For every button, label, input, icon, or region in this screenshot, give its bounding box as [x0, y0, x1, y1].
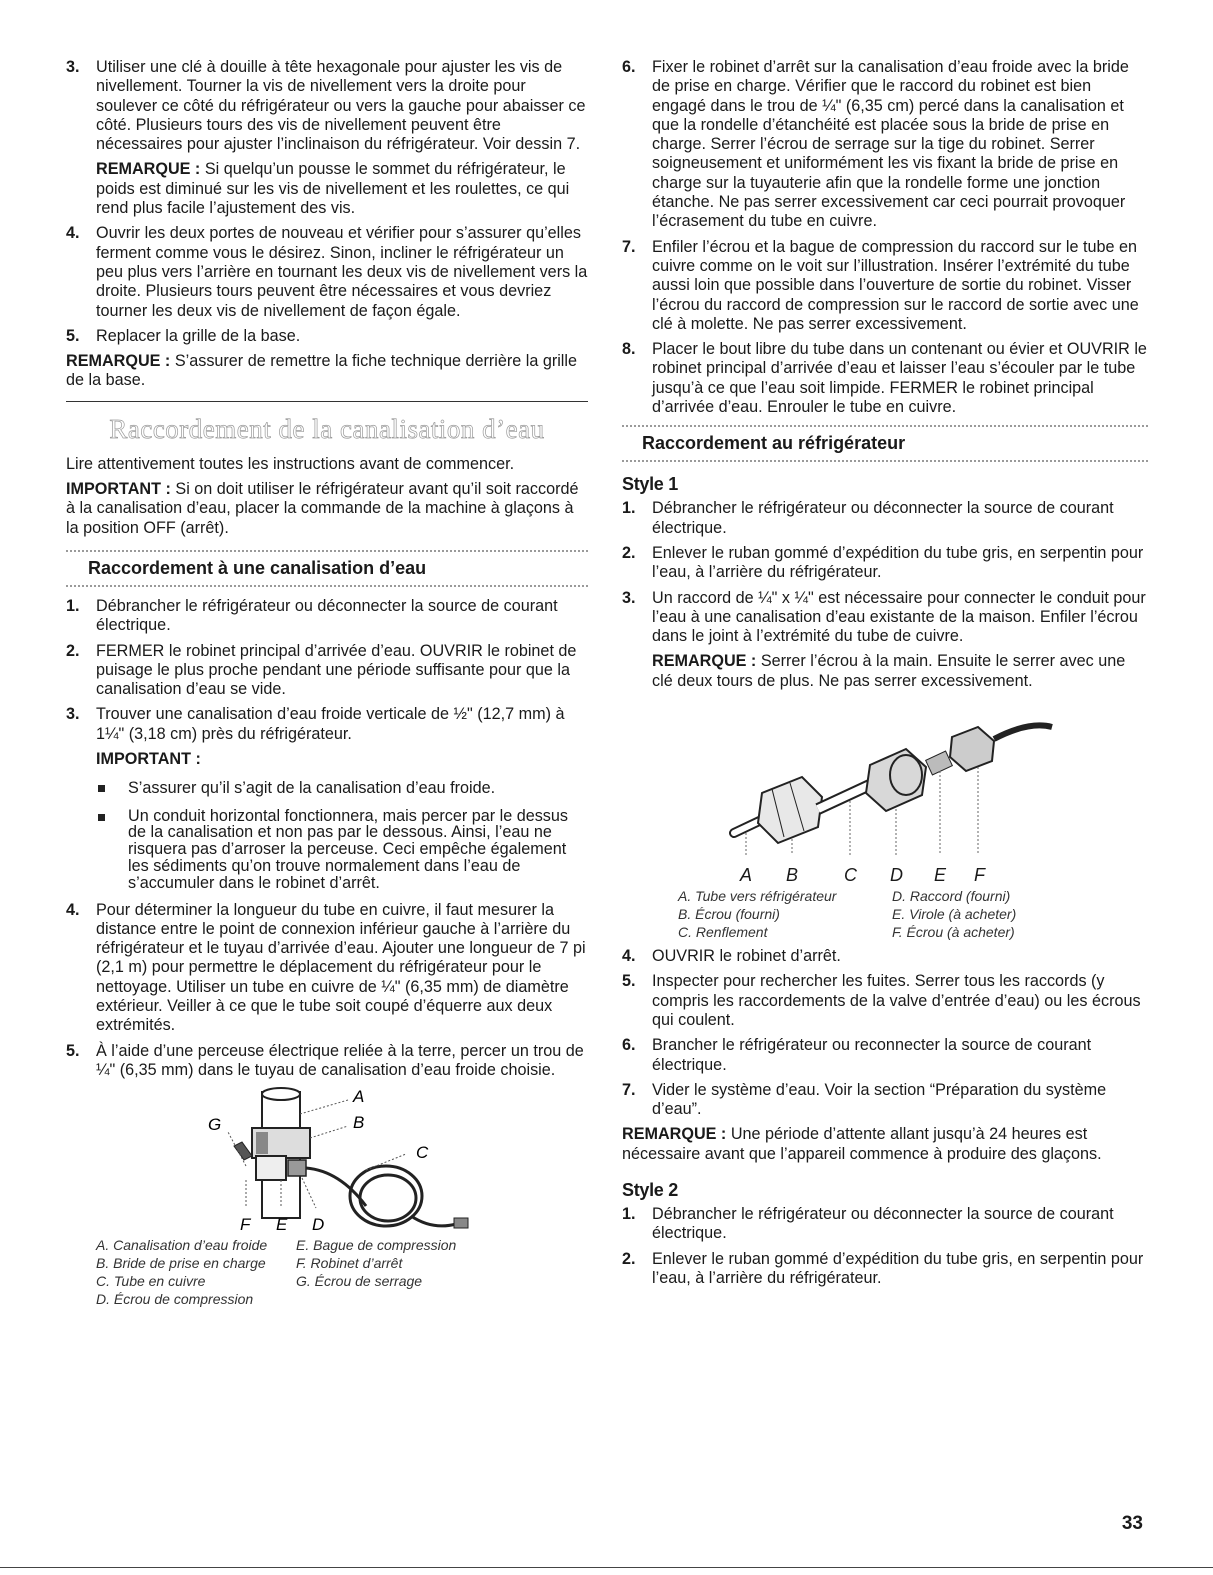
- important-text: Si on doit utiliser le réfrigérateur avant qu’il soit raccordé à la canalisation d’eau, placer la commande de la machine à glaçons à la position OFF (arrêt).: [66, 480, 579, 537]
- item-number: 1.: [622, 499, 636, 518]
- item-number: 6.: [622, 1036, 636, 1055]
- legend-item: A. Canalisation d’eau froide: [96, 1237, 268, 1254]
- item-text: Enlever le ruban gommé d’expédition du tube gris, en serpentin pour l’eau, à l’arrière du réfrigérateur.: [652, 1249, 1144, 1287]
- item-number: 4.: [622, 947, 636, 966]
- figure-label-d: D: [890, 865, 903, 886]
- list-item: [622, 972, 1148, 1030]
- item-number: 2.: [66, 641, 80, 660]
- list-item: [622, 1205, 1148, 1244]
- figure-label-f: F: [974, 865, 985, 886]
- figure-label-g: G: [208, 1115, 222, 1135]
- list-item: [66, 901, 588, 1036]
- list-item: [66, 58, 588, 154]
- legend-item: E. Bague de compression: [296, 1237, 457, 1254]
- item-text: Inspecter pour rechercher les fuites. Serrer tous les raccords (y compris les raccordements de la valve d’entrée d’eau) ou les écrous qui coulent.: [652, 972, 1141, 1029]
- item-number: 2.: [622, 543, 636, 562]
- item-text: Débrancher le réfrigérateur ou déconnecter la source de courant électrique.: [652, 499, 1114, 537]
- style-heading: Style 1: [622, 474, 678, 495]
- note-text: Une période d’attente allant jusqu’à 24 heures est nécessaire avant que l’appareil commence à produire des glaçons.: [622, 1125, 1102, 1163]
- legend-item: C. Tube en cuivre: [96, 1273, 206, 1290]
- note-label: REMARQUE :: [652, 652, 757, 671]
- item-number: 1.: [66, 596, 80, 615]
- item-text: À l’aide d’une perceuse électrique reliée à la terre, percer un trou de ¼" (6,35 mm) dans le tuyau de canalisation d’eau froide choisie.: [96, 1041, 584, 1079]
- legend-item: F. Robinet d’arrêt: [296, 1255, 403, 1272]
- note-label: REMARQUE :: [96, 160, 201, 179]
- item-number: 4.: [66, 224, 80, 243]
- note-label: REMARQUE :: [622, 1125, 727, 1144]
- item-text: Enlever le ruban gommé d’expédition du tube gris, en serpentin pour l’eau, à l’arrière du réfrigérateur.: [652, 543, 1144, 582]
- right-column: [622, 58, 1148, 1294]
- item-text: Trouver une canalisation d’eau froide verticale de ½" (12,7 mm) à 1¼" (3,18 cm) près du réfrigérateur.: [96, 705, 565, 743]
- shutoff-valve-illustration: [66, 1086, 588, 1236]
- note: [66, 160, 588, 218]
- item-number: 3.: [66, 705, 80, 724]
- shutoff-valve-figure: [66, 1086, 588, 1236]
- dotted-rule: [66, 585, 588, 587]
- legend-item: A. Tube vers réfrigérateur: [678, 888, 837, 905]
- item-number: 5.: [66, 1041, 80, 1060]
- note: [66, 352, 588, 391]
- list-item: [622, 1036, 1148, 1075]
- list-item: [622, 238, 1148, 334]
- figure-legend: [678, 887, 1148, 941]
- item-text: Un raccord de ¼" x ¼" est nécessaire pour connecter le conduit pour l’eau à une canalisation d’eau existante de la maison. Enfiler l’écrou dans le joint à l’extrémité du tube de cuivre.: [652, 588, 1146, 646]
- legend-item: [296, 1290, 516, 1308]
- important-label: IMPORTANT :: [66, 480, 171, 499]
- item-text: FERMER le robinet principal d’arrivée d’eau. OUVRIR le robinet de puisage le plus proche pendant une période suffisante pour que la canalisation d’eau se vide.: [96, 641, 577, 699]
- item-text: OUVRIR le robinet d’arrêt.: [652, 947, 841, 966]
- item-text: Débrancher le réfrigérateur ou déconnecter la source de courant électrique.: [96, 596, 558, 635]
- style-heading: Style 2: [622, 1179, 678, 1200]
- item-number: 8.: [622, 340, 636, 359]
- fitting-letters: [622, 865, 1148, 887]
- figure-label-e: E: [276, 1215, 288, 1235]
- item-number: 7.: [622, 237, 636, 256]
- note-text: Serrer l’écrou à la main. Ensuite le serrer avec une clé deux tours de plus. Ne pas serrer excessivement.: [652, 652, 1126, 690]
- bullet-text: S’assurer qu’il s’agit de la canalisation d’eau froide.: [128, 779, 496, 798]
- list-item: [622, 340, 1148, 417]
- figure-label-e: E: [934, 865, 947, 886]
- figure-legend: [96, 1236, 588, 1308]
- important-note: [66, 480, 588, 538]
- intro-text: Lire attentivement toutes les instructions avant de commencer.: [66, 454, 515, 473]
- item-text: Utiliser une clé à douille à tête hexagonale pour ajuster les vis de nivellement. Tourner la vis de nivellement vers la droite pour soulever ce côté du réfrigérateur ou vers la gauche pour abaisser ce côté. Plusieurs tours des vis de nivellement peuvent être nécessaires pour ajuster l’inclinaison du réfrigérateur. Voir dessin 7.: [96, 58, 586, 154]
- dotted-rule: [622, 460, 1148, 462]
- bullet-text: Un conduit horizontal fonctionnera, mais percer par le dessus de la canalisation et non pas par le dessous. Ainsi, l’eau ne risquera pas d’arroser la perceuse. Ceci empêche également les sédiments qu’on trouve normalement dans l’eau de s’accumuler dans le robinet d’arrêt.: [128, 806, 568, 892]
- item-text: Pour déterminer la longueur du tube en cuivre, il faut mesurer la distance entre le point de connexion inférieur gauche à l’arrière du réfrigérateur et le tuyau d’arrivée d’eau. Ajouter une longueur de 7 pi (2,1 m) pour permettre le déplacement du réfrigérateur pour le nettoyage. Utiliser un tube en cuivre de ¼" (6,35 mm) de diamètre extérieur. Veiller à ce que le tube soit coupé d’équerre aux deux extrémités.: [96, 900, 586, 1035]
- item-number: 3.: [622, 588, 636, 607]
- legend-item: D. Raccord (fourni): [892, 888, 1011, 905]
- item-number: 6.: [622, 58, 636, 76]
- section-title: Raccordement de la canalisation d’eau: [109, 413, 545, 444]
- fitting-illustration: [622, 697, 1148, 865]
- figure-label-b: B: [786, 865, 799, 886]
- figure-label-c: C: [416, 1143, 429, 1163]
- list-item: [66, 642, 588, 700]
- list-item: [622, 544, 1148, 583]
- list-item: [622, 947, 1148, 966]
- bullet-marker: [98, 814, 105, 821]
- item-text: Replacer la grille de la base.: [96, 326, 301, 345]
- figure-label-f: F: [240, 1215, 251, 1235]
- list-item: [66, 224, 588, 320]
- list-item: [66, 705, 588, 744]
- legend-item: B. Bride de prise en charge: [96, 1255, 266, 1272]
- list-item: [66, 327, 588, 346]
- item-text: Ouvrir les deux portes de nouveau et vérifier pour s’assurer qu’elles ferment comme vous le désirez. Sinon, incliner le réfrigérateur un peu plus vers l’arrière en tournant les deux vis de nivellement vers la droite. Plusieurs tours peuvent être nécessaires et vous devriez tourner les deux vis de nivellement de façon égale.: [96, 224, 588, 320]
- list-item: [66, 597, 588, 636]
- figure-label-d: D: [312, 1215, 325, 1235]
- section-divider: [66, 401, 588, 402]
- note: [622, 652, 1148, 691]
- figure-label-a: A: [353, 1087, 365, 1107]
- item-text: Placer le bout libre du tube dans un contenant ou évier et OUVRIR le robinet principal d’arrivée d’eau et laisser l’eau s’écouler par le tube jusqu’à ce que l’eau soit limpide. FERMER le robinet principal d’arrivée d’eau. Enrouler le tube en cuivre.: [652, 340, 1147, 417]
- item-number: 2.: [622, 1249, 636, 1268]
- legend-item: D. Écrou de compression: [96, 1291, 254, 1308]
- note-label: REMARQUE :: [66, 352, 171, 371]
- figure-label-b: B: [353, 1113, 365, 1133]
- subsection-heading: Raccordement à une canalisation d’eau: [88, 557, 427, 578]
- item-text: Débrancher le réfrigérateur ou déconnecter la source de courant électrique.: [652, 1204, 1114, 1243]
- list-item: [622, 1081, 1148, 1120]
- list-item: [622, 589, 1148, 647]
- bullet-item: [66, 808, 588, 892]
- legend-item: F. Écrou (à acheter): [892, 924, 1015, 941]
- figure-label-a: A: [740, 865, 753, 886]
- item-number: 5.: [622, 972, 636, 991]
- left-column: [66, 58, 588, 1308]
- item-number: 5.: [66, 326, 80, 345]
- important-heading: IMPORTANT :: [96, 750, 201, 769]
- item-text: Brancher le réfrigérateur ou reconnecter la source de courant électrique.: [652, 1036, 1092, 1074]
- item-text: Fixer le robinet d’arrêt sur la canalisation d’eau froide avec la bride de prise en charge. Vérifier que le raccord du robinet est bien engagé dans le trou de ¼" (6,35 cm) percé dans la canalisation et que la rondelle d’étanchéité est placée sous la bride de prise en charge. Serrer l’écrou de serrage sur la tige du robinet. Serrer soigneusement et uniformément les vis fixant la bride de prise en charge sur la tuyauterie afin que la rondelle forme une jonction étanche. Ne pas serrer excessivement car ceci pourrait provoquer l’écrasement du tube en cuivre.: [652, 58, 1129, 231]
- list-item: [622, 1250, 1148, 1289]
- note-text: Si quelqu’un pousse le sommet du réfrigérateur, le poids est diminué sur les vis de nivellement et les roulettes, ce qui rend plus facile l’ajustement des vis.: [96, 160, 570, 218]
- fitting-figure: [622, 697, 1148, 865]
- note: [622, 1125, 1148, 1164]
- bullet-item: [66, 779, 588, 798]
- page-number: 33: [1121, 1513, 1143, 1534]
- footer-rule: [0, 1567, 1213, 1568]
- item-number: 3.: [66, 58, 80, 76]
- item-number: 7.: [622, 1080, 636, 1099]
- legend-item: B. Écrou (fourni): [678, 906, 780, 923]
- figure-label-c: C: [844, 865, 857, 886]
- subsection-heading: Raccordement au réfrigérateur: [642, 433, 906, 454]
- list-item: [66, 1042, 588, 1081]
- bullet-marker: [98, 785, 105, 792]
- note-text: S’assurer de remettre la fiche technique derrière la grille de la base.: [66, 352, 578, 390]
- item-text: Enfiler l’écrou et la bague de compression du raccord sur le tube en cuivre comme on le voit sur l’illustration. Insérer l’extrémité du tube aussi loin que possible dans l’ouverture de sortie du robinet. Visser l’écrou du raccord de compression sur le raccord de sortie avec une clé à molette. Ne pas serrer excessivement.: [652, 237, 1139, 333]
- list-item: [622, 499, 1148, 538]
- item-text: Vider le système d’eau. Voir la section “Préparation du système d’eau”.: [652, 1080, 1107, 1119]
- item-number: 1.: [622, 1204, 636, 1223]
- legend-item: E. Virole (à acheter): [892, 906, 1017, 923]
- list-item: [622, 58, 1148, 232]
- legend-item: G. Écrou de serrage: [296, 1273, 423, 1290]
- legend-item: C. Renflement: [678, 924, 768, 941]
- item-number: 4.: [66, 900, 80, 919]
